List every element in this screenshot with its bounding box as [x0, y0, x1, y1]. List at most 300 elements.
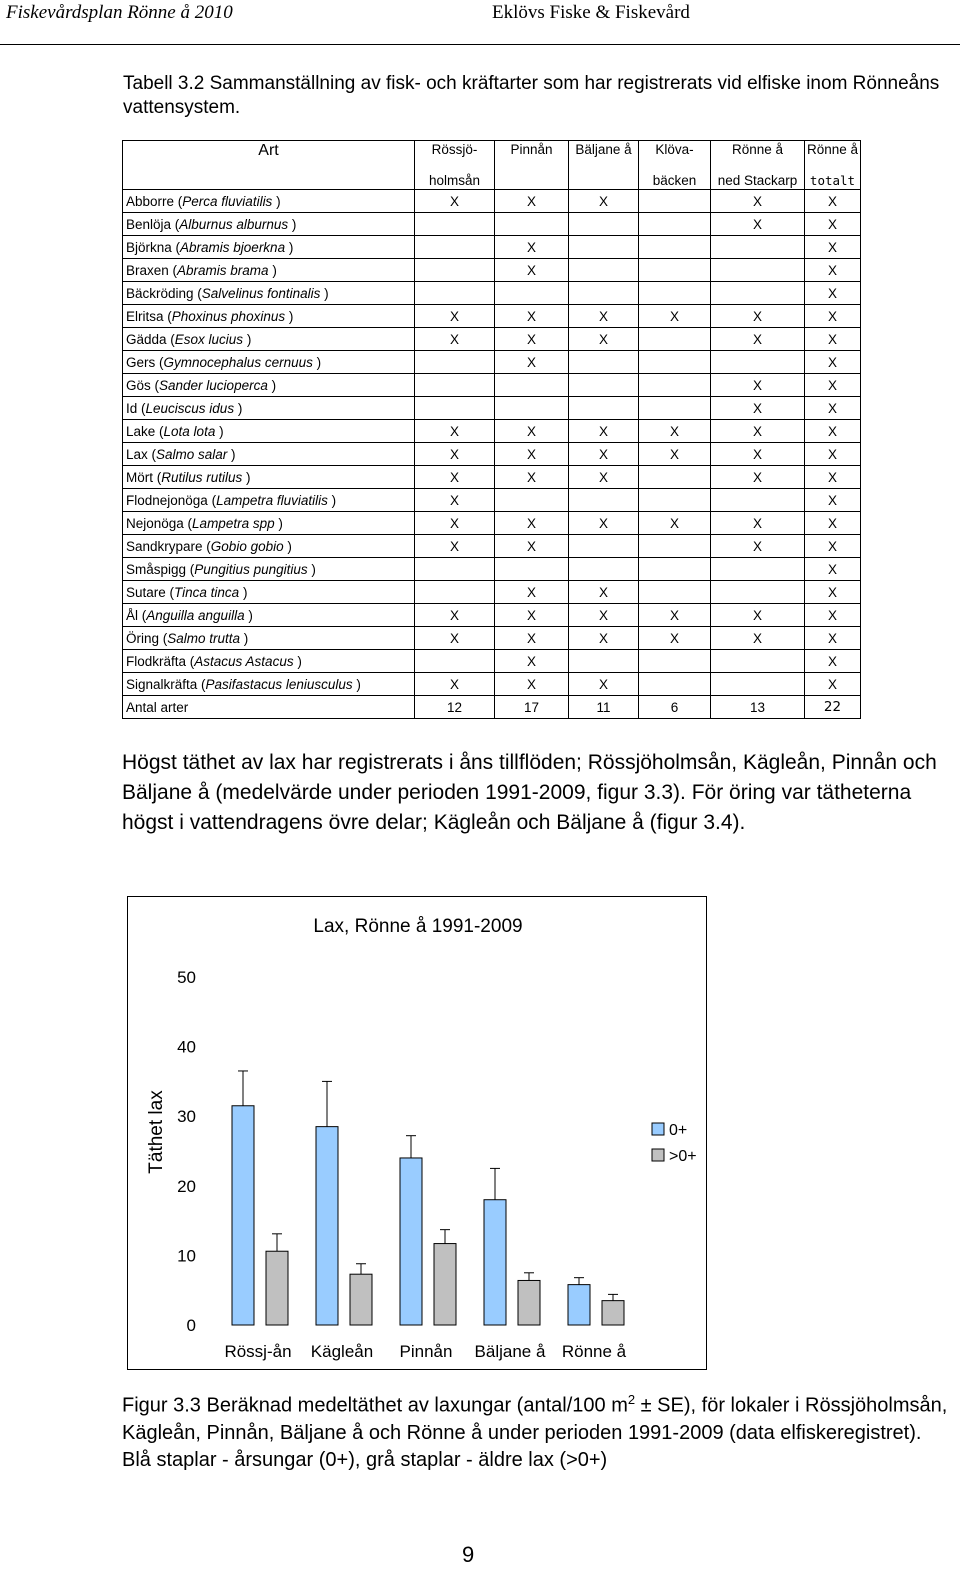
species-name-close: ): [215, 423, 224, 439]
total-count-cell: 11: [569, 696, 639, 719]
presence-cell: X: [639, 627, 711, 650]
presence-cell: [415, 581, 495, 604]
presence-cell: X: [569, 190, 639, 213]
species-common-name: Gädda (: [126, 331, 175, 347]
species-common-name: Nejonöga (: [126, 515, 193, 531]
presence-cell: X: [495, 673, 569, 696]
presence-cell: [639, 581, 711, 604]
species-name-close: ): [320, 285, 329, 301]
species-name-close: ): [227, 446, 236, 462]
presence-cell: X: [415, 190, 495, 213]
presence-cell: [415, 259, 495, 282]
presence-cell: X: [805, 236, 861, 259]
table-caption: Tabell 3.2 Sammanställning av fisk- och kräftarter som har registrerats vid elfiske inom Rönneåns vattensystem.: [123, 73, 940, 118]
presence-cell: [639, 558, 711, 581]
presence-cell: X: [569, 581, 639, 604]
species-common-name: Småspigg (: [126, 561, 195, 577]
presence-cell: [415, 397, 495, 420]
x-tick-label: Rönne å: [561, 1342, 627, 1361]
species-name-cell: [123, 443, 415, 466]
presence-cell: X: [805, 420, 861, 443]
species-name-close: ): [293, 653, 302, 669]
presence-cell: X: [569, 328, 639, 351]
presence-cell: [569, 236, 639, 259]
species-latin-name: Pungitius pungitius: [194, 561, 308, 577]
species-name-cell: [123, 420, 415, 443]
presence-cell: X: [415, 627, 495, 650]
body-paragraph: Högst täthet av lax har registrerats i åns tillflöden; Rössjöholmsån, Kägleån, Pinnån och Bäljane å (medelvärde under perioden 1991-2009, figur 3.3). För öring var tätheterna högst i vattendragens övre delar; Kägleån och Bäljane å (figur 3.4).: [122, 751, 937, 834]
presence-cell: X: [569, 627, 639, 650]
figure-caption-text-rest: ± SE), för lokaler i Rössjöholmsån, Kägleån, Pinnån, Bäljane å och Rönne å under perioden 1991-2009 (data elfiskeregistret). Blå staplar - årsungar (0+), grå staplar - äldre lax (>0+): [122, 1394, 948, 1471]
table-total-row: [123, 696, 861, 719]
presence-cell: X: [805, 213, 861, 236]
table-header-cell: ned Stackarp: [711, 165, 805, 190]
presence-cell: X: [805, 581, 861, 604]
presence-cell: X: [805, 351, 861, 374]
page-number: 9: [462, 1542, 475, 1567]
presence-cell: [711, 650, 805, 673]
bar-older: [602, 1301, 624, 1325]
species-name-close: ): [242, 469, 251, 485]
presence-cell: [639, 236, 711, 259]
species-latin-name: Gymnocephalus cernuus: [163, 354, 313, 370]
presence-cell: [569, 489, 639, 512]
presence-cell: X: [805, 673, 861, 696]
presence-cell: X: [415, 328, 495, 351]
table-header-cell: Bäljane å: [569, 141, 639, 166]
species-name-close: ): [243, 331, 252, 347]
y-tick-label: 0: [186, 1316, 196, 1335]
species-name-close: ): [307, 561, 316, 577]
presence-cell: X: [495, 466, 569, 489]
presence-cell: X: [805, 305, 861, 328]
table-row: [123, 420, 861, 443]
presence-cell: X: [711, 627, 805, 650]
presence-cell: X: [639, 604, 711, 627]
table-header-cell: bäcken: [639, 165, 711, 190]
presence-cell: X: [415, 673, 495, 696]
presence-cell: X: [805, 558, 861, 581]
presence-cell: X: [569, 604, 639, 627]
presence-cell: [639, 489, 711, 512]
figure-caption-text: Figur 3.3 Beräknad medeltäthet av laxungar (antal/100 m: [122, 1394, 628, 1417]
species-common-name: Braxen (: [126, 262, 178, 278]
table-row: [123, 489, 861, 512]
table-header-cell: Art: [123, 141, 415, 166]
species-common-name: Öring (: [126, 630, 168, 646]
presence-cell: X: [805, 328, 861, 351]
presence-cell: X: [495, 443, 569, 466]
species-latin-name: Lampetra spp: [192, 515, 275, 531]
table-row: [123, 236, 861, 259]
species-common-name: Gers (: [126, 354, 164, 370]
species-latin-name: Pasifastacus leniusculus: [205, 676, 353, 692]
species-name-cell: [123, 190, 415, 213]
table-row: [123, 282, 861, 305]
legend-label: >0+: [669, 1148, 697, 1165]
presence-cell: [569, 535, 639, 558]
presence-cell: [569, 397, 639, 420]
species-latin-name: Perca fluviatilis: [182, 193, 273, 209]
presence-cell: [569, 213, 639, 236]
presence-cell: X: [639, 512, 711, 535]
species-name-cell: [123, 213, 415, 236]
presence-cell: X: [805, 512, 861, 535]
species-common-name: Flodnejonöga (: [126, 492, 217, 508]
species-name-cell: [123, 259, 415, 282]
table-header-cell: Rössjö-: [415, 141, 495, 166]
presence-cell: X: [495, 328, 569, 351]
table-header-cell: Pinnån: [495, 141, 569, 166]
presence-cell: [711, 673, 805, 696]
species-name-close: ): [327, 492, 337, 508]
presence-cell: X: [415, 535, 495, 558]
species-name-cell: [123, 374, 415, 397]
table-header-cell: [495, 165, 569, 190]
table-header-cell: Rönne å: [805, 141, 861, 166]
presence-cell: X: [415, 466, 495, 489]
presence-cell: [415, 236, 495, 259]
presence-cell: X: [569, 673, 639, 696]
species-common-name: Flodkräfta (: [126, 653, 195, 669]
species-latin-name: Salmo salar: [156, 446, 228, 462]
species-latin-name: Lampetra fluviatilis: [216, 492, 328, 508]
presence-cell: X: [805, 443, 861, 466]
presence-cell: [495, 282, 569, 305]
table-header-row: [123, 165, 861, 190]
species-name-cell: [123, 328, 415, 351]
species-name-close: ): [240, 630, 249, 646]
presence-cell: [569, 351, 639, 374]
presence-cell: [639, 328, 711, 351]
species-common-name: Björkna (: [126, 239, 181, 255]
species-latin-name: Alburnus alburnus: [179, 216, 289, 232]
presence-cell: [639, 650, 711, 673]
presence-cell: X: [415, 420, 495, 443]
presence-cell: [415, 374, 495, 397]
species-common-name: Sandkrypare (: [126, 538, 211, 554]
species-name-cell: [123, 282, 415, 305]
bar-older: [350, 1274, 372, 1325]
table-row: [123, 558, 861, 581]
chart-title: Lax, Rönne å 1991-2009: [313, 916, 523, 937]
x-tick-label: Kägleån: [310, 1342, 374, 1361]
header-right-title: Eklövs Fiske & Fiskevård: [492, 2, 690, 23]
species-latin-name: Leuciscus idus: [145, 400, 235, 416]
species-latin-name: Salvelinus fontinalis: [201, 285, 321, 301]
total-count-cell: 12: [415, 696, 495, 719]
bar-0plus: [232, 1106, 254, 1325]
table-row: [123, 673, 861, 696]
page-header: [0, 0, 960, 45]
bar-older: [518, 1280, 540, 1325]
bar-0plus: [568, 1285, 590, 1325]
species-name-close: ): [268, 262, 277, 278]
presence-cell: [569, 374, 639, 397]
species-common-name: Benlöja (: [126, 216, 180, 232]
presence-cell: X: [805, 489, 861, 512]
table-row: [123, 374, 861, 397]
header-left-title: Fiskevårdsplan Rönne å 2010: [6, 2, 233, 23]
y-tick-label: 30: [177, 1107, 196, 1127]
table-row: [123, 443, 861, 466]
species-common-name: Sutare (: [126, 584, 175, 600]
presence-cell: [495, 489, 569, 512]
species-latin-name: Esox lucius: [174, 331, 244, 347]
x-tick-label: Pinnån: [399, 1342, 453, 1361]
table-row: [123, 190, 861, 213]
species-name-cell: [123, 236, 415, 259]
presence-cell: X: [805, 190, 861, 213]
species-name-close: ): [239, 584, 248, 600]
presence-cell: [415, 650, 495, 673]
species-name-cell: [123, 397, 415, 420]
presence-cell: X: [639, 420, 711, 443]
presence-cell: [711, 558, 805, 581]
bar-0plus: [400, 1158, 422, 1325]
presence-cell: X: [711, 443, 805, 466]
presence-cell: [711, 351, 805, 374]
species-table: [122, 140, 861, 719]
presence-cell: X: [495, 535, 569, 558]
species-latin-name: Salmo trutta: [167, 630, 241, 646]
table-header-cell: Rönne å: [711, 141, 805, 166]
species-latin-name: Rutilus rutilus: [161, 469, 243, 485]
presence-cell: X: [569, 443, 639, 466]
presence-cell: X: [495, 604, 569, 627]
chart-svg: [128, 897, 706, 1369]
presence-cell: X: [805, 259, 861, 282]
table-row: [123, 581, 861, 604]
presence-cell: X: [711, 190, 805, 213]
presence-cell: [569, 282, 639, 305]
table-header-cell: Klöva-: [639, 141, 711, 166]
species-common-name: Ål (: [126, 607, 147, 623]
presence-cell: X: [415, 512, 495, 535]
species-latin-name: Lota lota: [163, 423, 216, 439]
legend-label: 0+: [669, 1122, 688, 1139]
presence-cell: [415, 213, 495, 236]
table-header-cell: holmsån: [415, 165, 495, 190]
x-tick-label: Rössj-ån: [224, 1342, 292, 1361]
presence-cell: X: [711, 305, 805, 328]
presence-cell: X: [805, 374, 861, 397]
species-name-cell: [123, 650, 415, 673]
species-common-name: Lake (: [126, 423, 164, 439]
presence-cell: [639, 259, 711, 282]
presence-cell: X: [495, 512, 569, 535]
species-name-cell: [123, 673, 415, 696]
species-name-cell: [123, 581, 415, 604]
bar-0plus: [316, 1127, 338, 1325]
presence-cell: X: [415, 305, 495, 328]
table-header-cell: [569, 165, 639, 190]
table-row: [123, 466, 861, 489]
presence-cell: [415, 282, 495, 305]
species-common-name: Abborre (: [126, 193, 183, 209]
table-row: [123, 213, 861, 236]
table-header-cell: [123, 165, 415, 190]
y-tick-label: 10: [177, 1246, 196, 1266]
total-count-cell: 17: [495, 696, 569, 719]
species-common-name: Bäckröding (: [126, 285, 202, 301]
bar-older: [434, 1244, 456, 1325]
presence-cell: [415, 558, 495, 581]
species-name-cell: [123, 466, 415, 489]
species-name-cell: [123, 351, 415, 374]
presence-cell: [711, 282, 805, 305]
table-row: [123, 397, 861, 420]
species-common-name: Gös (: [126, 377, 160, 393]
species-name-cell: [123, 604, 415, 627]
table-row: [123, 627, 861, 650]
presence-cell: X: [711, 466, 805, 489]
table-row: [123, 328, 861, 351]
y-axis-label: Täthet lax: [146, 1090, 167, 1174]
species-latin-name: Gobio gobio: [210, 538, 284, 554]
presence-cell: X: [711, 213, 805, 236]
table-row: [123, 535, 861, 558]
presence-cell: [495, 558, 569, 581]
presence-cell: X: [495, 259, 569, 282]
figure-caption: [122, 1386, 952, 1474]
presence-cell: X: [711, 328, 805, 351]
total-count-cell: 6: [639, 696, 711, 719]
presence-cell: X: [639, 305, 711, 328]
x-tick-label: Bäljane å: [474, 1342, 546, 1361]
species-name-close: ): [244, 607, 253, 623]
total-count-cell: 13: [711, 696, 805, 719]
presence-cell: X: [711, 374, 805, 397]
table-header-cell: totalt: [805, 165, 861, 190]
presence-cell: X: [711, 535, 805, 558]
presence-cell: [639, 213, 711, 236]
presence-cell: [711, 259, 805, 282]
presence-cell: X: [495, 581, 569, 604]
bar-older: [266, 1251, 288, 1325]
presence-cell: X: [495, 650, 569, 673]
presence-cell: X: [569, 466, 639, 489]
presence-cell: [711, 489, 805, 512]
legend-swatch: [652, 1123, 664, 1135]
species-common-name: Lax (: [126, 446, 157, 462]
presence-cell: X: [495, 305, 569, 328]
presence-cell: X: [711, 604, 805, 627]
presence-cell: X: [711, 420, 805, 443]
species-name-close: ): [352, 676, 361, 692]
y-tick-label: 20: [177, 1176, 196, 1196]
species-name-close: ): [234, 400, 243, 416]
species-common-name: Signalkräfta (: [126, 676, 206, 692]
species-name-close: ): [272, 193, 281, 209]
species-common-name: Elritsa (: [126, 308, 172, 324]
species-name-cell: [123, 627, 415, 650]
species-name-close: ): [288, 216, 297, 232]
species-latin-name: Anguilla anguilla: [146, 607, 245, 623]
species-common-name: Mört (: [126, 469, 162, 485]
presence-cell: X: [805, 535, 861, 558]
bar-0plus: [484, 1200, 506, 1325]
species-latin-name: Astacus Astacus: [194, 653, 294, 669]
species-name-close: ): [285, 308, 294, 324]
presence-cell: [415, 351, 495, 374]
species-name-cell: [123, 489, 415, 512]
table-row: [123, 512, 861, 535]
table-row: [123, 351, 861, 374]
presence-cell: X: [415, 489, 495, 512]
presence-cell: X: [805, 282, 861, 305]
presence-cell: [569, 558, 639, 581]
figure-caption-superscript: 2: [627, 1392, 636, 1407]
species-latin-name: Abramis bjoerkna: [180, 239, 286, 255]
presence-cell: X: [569, 512, 639, 535]
presence-cell: [639, 466, 711, 489]
species-common-name: Id (: [126, 400, 146, 416]
presence-cell: [495, 397, 569, 420]
total-count-cell: 22: [805, 696, 861, 719]
lax-density-chart: [127, 896, 707, 1370]
species-latin-name: Phoxinus phoxinus: [171, 308, 286, 324]
presence-cell: X: [805, 604, 861, 627]
presence-cell: X: [495, 236, 569, 259]
table-row: [123, 604, 861, 627]
presence-cell: X: [639, 443, 711, 466]
presence-cell: X: [495, 420, 569, 443]
presence-cell: X: [805, 650, 861, 673]
presence-cell: [495, 213, 569, 236]
presence-cell: [639, 190, 711, 213]
species-latin-name: Abramis brama: [177, 262, 269, 278]
table-header-row: [123, 141, 861, 166]
presence-cell: X: [569, 420, 639, 443]
presence-cell: X: [711, 512, 805, 535]
legend-swatch: [652, 1149, 664, 1161]
y-tick-label: 50: [177, 968, 196, 987]
presence-cell: [639, 282, 711, 305]
presence-cell: [569, 650, 639, 673]
presence-cell: [711, 236, 805, 259]
presence-cell: [711, 581, 805, 604]
species-name-cell: [123, 535, 415, 558]
species-name-cell: [123, 558, 415, 581]
total-label-cell: Antal arter: [123, 696, 415, 719]
presence-cell: X: [495, 627, 569, 650]
presence-cell: X: [415, 604, 495, 627]
presence-cell: X: [495, 351, 569, 374]
table-row: [123, 650, 861, 673]
presence-cell: [639, 397, 711, 420]
presence-cell: [639, 374, 711, 397]
presence-cell: [639, 535, 711, 558]
presence-cell: [639, 351, 711, 374]
presence-cell: X: [805, 627, 861, 650]
presence-cell: X: [415, 443, 495, 466]
table-row: [123, 259, 861, 282]
species-name-cell: [123, 512, 415, 535]
species-name-close: ): [285, 239, 294, 255]
species-latin-name: Tinca tinca: [174, 584, 240, 600]
species-name-cell: [123, 305, 415, 328]
presence-cell: X: [805, 397, 861, 420]
species-name-close: ): [274, 515, 283, 531]
presence-cell: X: [711, 397, 805, 420]
species-name-close: ): [283, 538, 292, 554]
species-latin-name: Sander lucioperca: [159, 377, 268, 393]
species-name-close: ): [267, 377, 277, 393]
presence-cell: [639, 673, 711, 696]
presence-cell: X: [569, 305, 639, 328]
presence-cell: X: [495, 190, 569, 213]
